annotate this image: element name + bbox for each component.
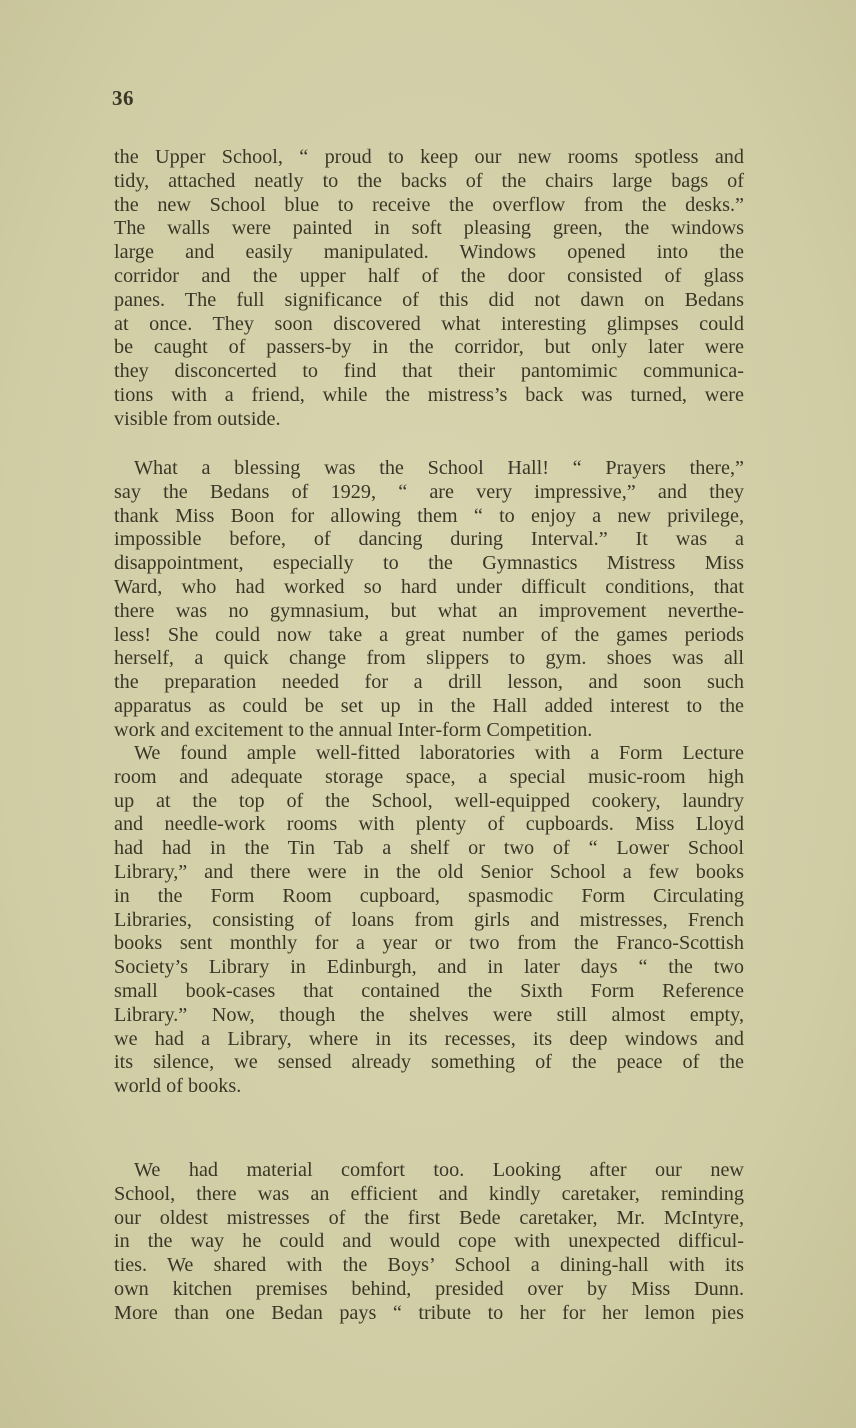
paragraph-material-comfort (114, 1159, 744, 1326)
page-number: 36 (112, 86, 134, 110)
text-line: disappointment, especially to the Gymnastics Mistress Miss (114, 552, 744, 575)
text-line: More than one Bedan pays “ tribute to her for her lemon pies (114, 1301, 744, 1324)
text-line: Libraries, consisting of loans from girls and mistresses, French (114, 908, 744, 931)
text-line: What a blessing was the School Hall! “ Prayers there,” (134, 457, 744, 479)
text-line: tidy, attached neatly to the backs of the chairs large bags of (114, 169, 744, 192)
text-line: they disconcerted to find that their pantomimic communica- (114, 360, 744, 383)
text-line: the Upper School, “ proud to keep our new rooms spotless and (114, 146, 744, 168)
text-line: we had a Library, where in its recesses, its deep windows and (114, 1027, 744, 1050)
text-line: books sent monthly for a year or two from the Franco-Scottish (114, 932, 744, 955)
text-line: own kitchen premises behind, presided over by Miss Dunn. (114, 1277, 744, 1300)
text-line: room and adequate storage space, a special music-room high (114, 765, 744, 788)
text-line: corridor and the upper half of the door consisted of glass (114, 264, 744, 287)
text-line: less! She could now take a great number of the games periods (114, 623, 744, 646)
text-line: say the Bedans of 1929, “ are very impressive,” and they (114, 480, 744, 503)
text-line: ties. We shared with the Boys’ School a dining-hall with its (114, 1254, 744, 1277)
text-line: at once. They soon discovered what interesting glimpses could (114, 312, 744, 335)
text-line: there was no gymnasium, but what an improvement neverthe- (114, 599, 744, 622)
text-line: up at the top of the School, well-equipped cookery, laundry (114, 789, 744, 812)
text-line: impossible before, of dancing during Interval.” It was a (114, 528, 744, 551)
text-line: apparatus as could be set up in the Hall added interest to the (114, 694, 744, 717)
paragraph-school-hall (114, 457, 744, 743)
text-line: the new School blue to receive the overflow from the desks.” (114, 193, 744, 216)
text-line: We had material comfort too. Looking after our new (134, 1159, 744, 1181)
text-line: in the Form Room cupboard, spasmodic Form Circulating (114, 884, 744, 907)
text-line: and needle-work rooms with plenty of cupboards. Miss Lloyd (114, 813, 744, 836)
text-line: our oldest mistresses of the first Bede caretaker, Mr. McIntyre, (114, 1206, 744, 1229)
text-line: herself, a quick change from slippers to gym. shoes was all (114, 647, 744, 670)
text-line: be caught of passers-by in the corridor, but only later were (114, 336, 744, 359)
text-line: Library.” Now, though the shelves were still almost empty, (114, 1003, 744, 1026)
text-line: large and easily manipulated. Windows opened into the (114, 241, 744, 264)
text-line: Society’s Library in Edinburgh, and in later days “ the two (114, 956, 744, 979)
text-line: thank Miss Boon for allowing them “ to enjoy a new privilege, (114, 504, 744, 527)
text-line: work and excitement to the annual Inter-form Competition. (114, 718, 593, 741)
text-line: its silence, we sensed already something of the peace of the (114, 1051, 744, 1074)
text-line: The walls were painted in soft pleasing green, the windows (114, 217, 744, 240)
text-line: panes. The full significance of this did not dawn on Bedans (114, 288, 744, 311)
text-line: Library,” and there were in the old Senior School a few books (114, 860, 744, 883)
text-line: School, there was an efficient and kindly caretaker, reminding (114, 1182, 744, 1205)
text-line: in the way he could and would cope with unexpected difficul- (114, 1230, 744, 1253)
text-line: the preparation needed for a drill lesson, and soon such (114, 671, 744, 694)
text-line: tions with a friend, while the mistress’s back was turned, were (114, 383, 744, 406)
text-line: Ward, who had worked so hard under difficult conditions, that (114, 575, 744, 598)
text-line: had had in the Tin Tab a shelf or two of “ Lower School (114, 837, 744, 860)
text-line: small book-cases that contained the Sixth Form Reference (114, 979, 744, 1002)
paragraph-upper-school-rooms (114, 146, 744, 432)
text-line: visible from outside. (114, 407, 281, 430)
text-line: world of books. (114, 1075, 242, 1098)
paragraph-laboratories-library (114, 742, 744, 1099)
text-line: We found ample well-fitted laboratories with a Form Lecture (134, 742, 744, 764)
